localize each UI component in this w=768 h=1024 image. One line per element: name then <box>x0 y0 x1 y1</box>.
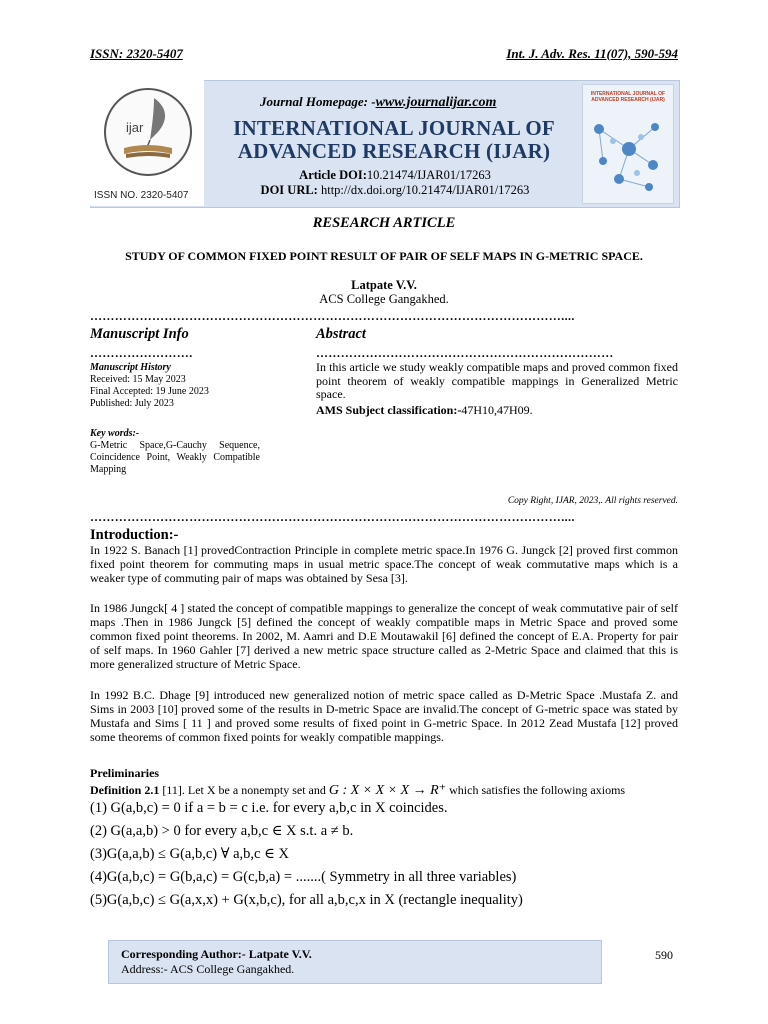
definition-text: [11]. Let X be a nonempty set and <box>159 783 329 797</box>
received-date: Received: 15 May 2023 <box>90 374 186 385</box>
quill-icon <box>106 90 190 174</box>
accepted-date: Final Accepted: 19 June 2023 <box>90 386 209 397</box>
intro-paragraph-3: In 1992 B.C. Dhage [9] introduced new generalized notion of metric space called as D-Metric Space .Mustafa Z. and Sims in 2003 [10] proved some of the results in D-metric Space are invalid.The concept of G-metric space was stated by Mustafa and Sims [ 11 ] and proved some results of fixed point in G-metric Space. In 2012 Zead Mustafa [12] proved some theorems of common fixed points for weakly compatible mappings. <box>90 688 678 744</box>
definition-map: G : X × X × X → R⁺ <box>328 783 447 798</box>
definition-label: Definition 2.1 <box>90 783 160 797</box>
definition-2-1 <box>90 782 680 799</box>
homepage-link[interactable]: www.journalijar.com <box>375 95 497 110</box>
corresponding-author: Corresponding Author:- Latpate V.V. <box>121 947 312 961</box>
ams-value: 47H10,47H09. <box>461 403 533 417</box>
journal-title: INTERNATIONAL JOURNAL OF ADVANCED RESEARCH (IJAR) <box>233 116 555 163</box>
abstract-text: In this article we study weakly compatible maps and proved common fixed point theorem of weakly compatible mappings in Generalized Metric space. <box>316 360 678 401</box>
copyright-notice: Copy Right, IJAR, 2023,. All rights reserved. <box>507 496 678 506</box>
doi-block <box>210 168 580 198</box>
article-title: STUDY OF COMMON FIXED POINT RESULT OF PAIR OF SELF MAPS IN G-METRIC SPACE. <box>125 249 643 263</box>
abstract-heading: Abstract <box>316 326 366 342</box>
definition-tail: which satisfies the following axioms <box>446 783 626 797</box>
manuscript-info-heading: Manuscript Info <box>90 326 189 342</box>
axiom-5: (5)G(a,b,c) ≤ G(a,x,x) + G(x,b,c), for all a,b,c,x in X (rectangle inequality) <box>90 892 523 908</box>
keywords-block <box>90 428 260 476</box>
journal-cover <box>582 84 674 204</box>
axiom-3: (3)G(a,a,b) ≤ G(a,b,c) ∀ a,b,c ∈ X <box>90 846 289 862</box>
citation-header: Int. J. Adv. Res. 11(07), 590-594 <box>506 46 678 61</box>
journal-homepage <box>260 94 496 111</box>
logo-circle <box>104 88 192 176</box>
corresponding-author-box <box>108 940 602 984</box>
article-doi: 10.21474/IJAR01/17263 <box>366 168 491 182</box>
published-date: Published: July 2023 <box>90 398 174 409</box>
doi-url-label: DOI URL: <box>260 183 318 197</box>
keywords-label: Key words:- <box>90 428 140 439</box>
ams-label: AMS Subject classification:- <box>316 403 462 417</box>
intro-paragraph-1: In 1922 S. Banach [1] provedContraction Principle in complete metric space.In 1976 G. Jungck [2] proved first common fixed point theorem for commuting maps in usual metric space.The concept of weak commutative maps which is a weaker type of commuting pair of maps was obtained by Sesa [3]. <box>90 543 678 585</box>
intro-paragraph-2: In 1986 Jungck[ 4 ] stated the concept of compatible mappings to generalize the concept of weak commutative pair of self maps .Then in 1986 Jungck [5] defined the concept of weakly compatible maps in Metric Space and proved some common fixed point theorems. In 2002, M. Aamri and D.E Moutawakil [6] defined the concept of E.A. Property for pair of self maps. In 1960 Gahler [7] derived a new metric space structure called as 2-Metric Space and claimed that this is more generalized structure of Metric Space. <box>90 601 678 671</box>
axiom-4: (4)G(a,b,c) = G(b,a,c) = G(c,b,a) = .......( Symmetry in all three variables) <box>90 869 517 885</box>
logo-text: ijar <box>126 120 144 135</box>
article-type: RESEARCH ARTICLE <box>312 215 456 231</box>
axiom-1: (1) G(a,b,c) = 0 if a = b = c i.e. for every a,b,c in X coincides. <box>90 800 448 816</box>
preliminaries-heading: Preliminaries <box>90 766 160 780</box>
journal-logo <box>90 80 204 206</box>
homepage-label: Journal Homepage: - <box>260 94 376 109</box>
doi-url-link[interactable]: http://dx.doi.org/10.21474/IJAR01/17263 <box>320 183 530 197</box>
author-name: Latpate V.V. <box>351 278 417 292</box>
author-affiliation: ACS College Gangakhed. <box>319 292 449 306</box>
keywords-text: G-Metric Space,G-Cauchy Sequence, Coincidence Point, Weakly Compatible Mapping <box>90 440 260 475</box>
logo-issn: ISSN NO. 2320-5407 <box>94 190 189 201</box>
history-label: Manuscript History <box>90 362 171 373</box>
abstract-dots: ……………………………………………………………… <box>316 346 614 360</box>
article-doi-label: Article DOI: <box>299 168 367 182</box>
ams-classification <box>316 404 678 418</box>
separator-dots: …………………………………………………………………………………………………….... <box>90 309 575 323</box>
author-address: Address:- ACS College Gangakhed. <box>121 962 295 976</box>
issn-header: ISSN: 2320-5407 <box>90 46 183 61</box>
manuscript-dots: ……………………. <box>90 346 193 360</box>
introduction-heading: Introduction:- <box>90 527 179 543</box>
manuscript-history <box>90 362 260 410</box>
axiom-2: (2) G(a,a,b) > 0 for every a,b,c ∈ X s.t. a ≠ b. <box>90 823 354 839</box>
cover-title: INTERNATIONAL JOURNAL OF ADVANCED RESEARCH (IJAR) <box>590 91 666 103</box>
molecule-image <box>589 109 667 197</box>
page-number: 590 <box>655 948 673 962</box>
separator-dots-2: …………………………………………………………………………………………………….... <box>90 510 575 524</box>
